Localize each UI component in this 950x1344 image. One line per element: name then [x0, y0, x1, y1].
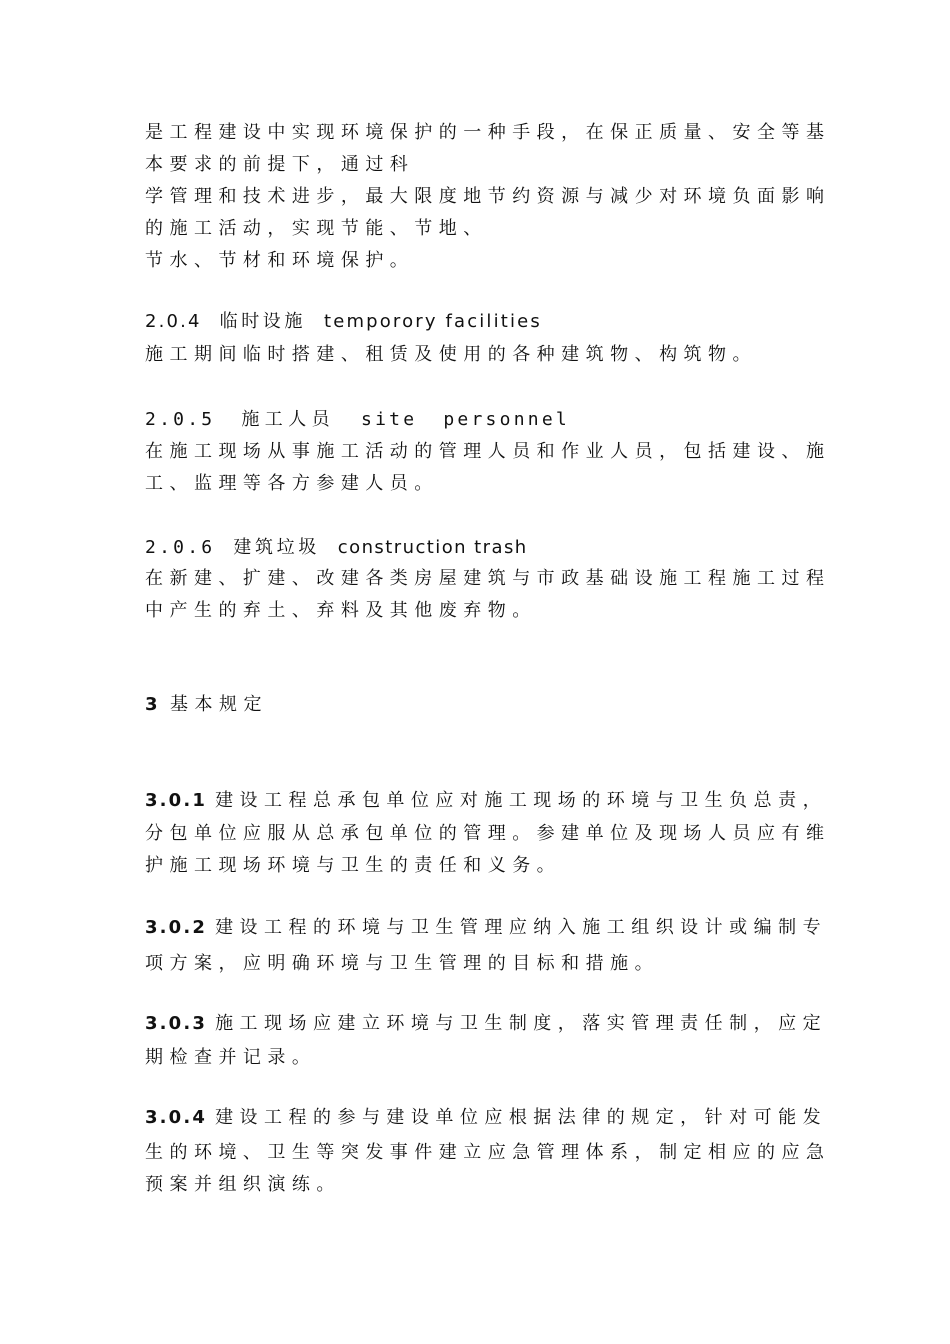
term-heading-204 [145, 310, 542, 334]
intro-line-1: 是工程建设中实现环境保护的一种手段，在保正质量、安全等基 [145, 122, 831, 143]
term-cn: 施工人员 [241, 409, 335, 430]
intro-line-3: 学管理和技术进步，最大限度地节约资源与减少对环境负面影响 [145, 186, 831, 207]
term-cn: 建筑垃圾 [233, 537, 320, 558]
term-en: site [361, 409, 418, 430]
term-definition-205-line-1: 在施工现场从事施工活动的管理人员和作业人员，包括建设、施 [145, 441, 831, 462]
term-en-2: personnel [443, 409, 571, 430]
term-definition-206-line-1: 在新建、扩建、改建各类房屋建筑与市政基础设施工程施工过程 [145, 568, 831, 589]
intro-line-5: 节水、节材和环境保护。 [145, 250, 415, 271]
clause-text: 建设工程的环境与卫生管理应纳入施工组织设计或编制专 [215, 917, 828, 938]
clause-304-line-3: 预案并组织演练。 [145, 1174, 341, 1195]
term-definition-204: 施工期间临时搭建、租赁及使用的各种建筑物、构筑物。 [145, 344, 757, 365]
clause-number: 3.0.4 [145, 1107, 208, 1128]
term-definition-206-line-2: 中产生的弃土、弃料及其他废弃物。 [145, 600, 537, 621]
clause-302-line-1 [145, 916, 827, 940]
term-heading-206 [145, 536, 528, 560]
term-number: 2.0.5 [145, 409, 216, 430]
clause-number: 3.0.2 [145, 917, 208, 938]
term-en: construction trash [337, 537, 528, 558]
intro-line-2: 本要求的前提下，通过科 [145, 154, 415, 175]
clause-301-line-3: 护施工现场环境与卫生的责任和义务。 [145, 855, 562, 876]
clause-number: 3.0.1 [145, 790, 208, 811]
clause-text: 建设工程的参与建设单位应根据法律的规定，针对可能发 [215, 1107, 828, 1128]
clause-number: 3.0.3 [145, 1013, 208, 1034]
clause-303-line-1 [145, 1012, 827, 1036]
intro-line-4: 的施工活动，实现节能、节地、 [145, 218, 488, 239]
term-definition-205-line-2: 工、监理等各方参建人员。 [145, 473, 439, 494]
chapter-title: 基本规定 [170, 694, 268, 715]
term-number: 2.0.4 [145, 311, 202, 332]
clause-301-line-1 [145, 789, 827, 813]
clause-303-line-2: 期检查并记录。 [145, 1047, 317, 1068]
term-en: temporory facilities [324, 311, 542, 332]
clause-301-line-2: 分包单位应服从总承包单位的管理。参建单位及现场人员应有维 [145, 823, 831, 844]
clause-text: 建设工程总承包单位应对施工现场的环境与卫生负总责， [215, 790, 828, 811]
clause-304-line-1 [145, 1106, 827, 1130]
term-cn: 临时设施 [219, 311, 307, 332]
chapter-heading [145, 693, 268, 717]
clause-304-line-2: 生的环境、卫生等突发事件建立应急管理体系，制定相应的应急 [145, 1142, 831, 1163]
term-heading-205 [145, 408, 570, 432]
term-number: 2.0.6 [145, 537, 216, 558]
clause-302-line-2: 项方案，应明确环境与卫生管理的目标和措施。 [145, 953, 660, 974]
clause-text: 施工现场应建立环境与卫生制度，落实管理责任制，应定 [215, 1013, 828, 1034]
chapter-number: 3 [145, 694, 165, 715]
